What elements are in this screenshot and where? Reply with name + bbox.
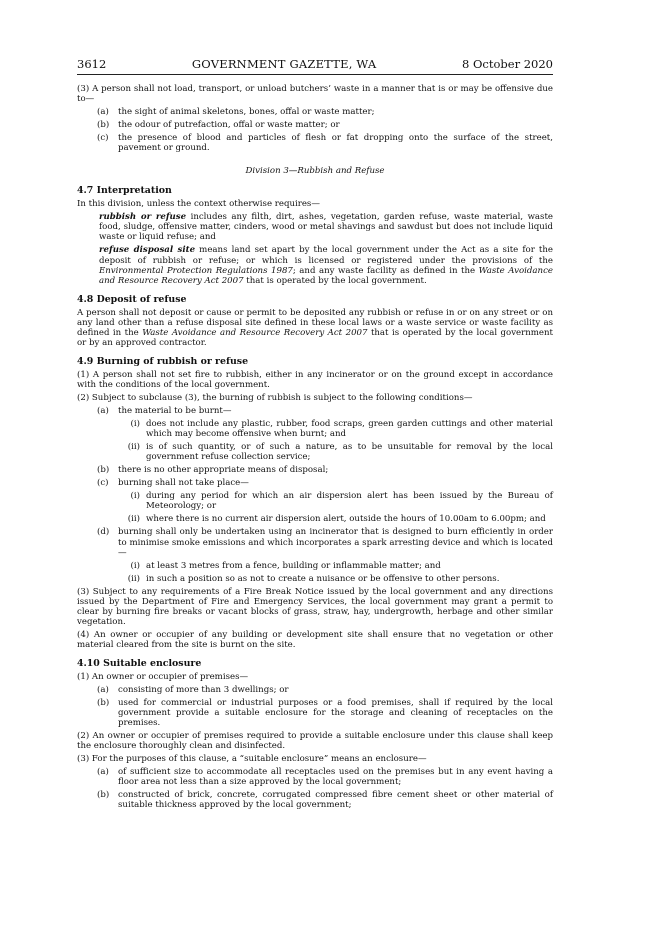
list-item: (c) the presence of blood and particles of flesh or fat dropping onto the surface of the street, pavement or ground. <box>97 133 553 154</box>
page-number: 3612 <box>77 57 107 71</box>
list-item: (i) during any period for which an air dispersion alert has been issued by the Bureau of Meteorology; or <box>130 491 553 512</box>
list-item: (a) the material to be burnt— <box>97 405 232 416</box>
list-item: (ii) in such a position so as not to create a nuisance or be offensive to other persons. <box>127 573 500 584</box>
section-heading: 4.8 Deposit of refuse <box>77 293 187 305</box>
list-item: (a) the sight of animal skeletons, bones, offal or waste matter; <box>97 107 375 118</box>
list-item: (b) constructed of brick, concrete, corrugated compressed fibre cement sheet or other material of suitable thickness approved by the local government; <box>97 790 553 811</box>
section-heading: 4.9 Burning of rubbish or refuse <box>77 355 249 367</box>
division-heading: Division 3—Rubbish and Refuse <box>245 166 385 177</box>
paragraph: (4) An owner or occupier of any building or development site shall ensure that no vegetation or other material cleared from the site is burnt on the site. <box>77 629 553 650</box>
paragraph: (2) Subject to subclause (3), the burning of rubbish is subject to the following conditions— <box>77 392 473 403</box>
gazette-title: GOVERNMENT GAZETTE, WA <box>191 57 377 71</box>
list-item: (d) burning shall only be undertaken using an incinerator that is designed to burn efficiently in order to minimise smoke emissions and which incorporates a spark arresting device and which is located— <box>97 527 553 558</box>
definition-refuse-site: refuse disposal site means land set apart by the local government under the Act as a site for the deposit of rubbish or refuse; or which is licensed or registered under the provisions of the Environmental Protection Regulations 1987; and any waste facility as defined in the Waste Avoidance and Resource Recovery Act 2007 that is operated by the local government. <box>99 245 554 286</box>
paragraph: (3) For the purposes of this clause, a “suitable enclosure” means an enclosure— <box>77 754 427 765</box>
section-heading: 4.10 Suitable enclosure <box>77 657 202 669</box>
list-item: (i) at least 3 metres from a fence, building or inflammable matter; and <box>130 560 441 571</box>
paragraph: In this division, unless the context otherwise requires— <box>77 199 320 210</box>
list-item: (a) consisting of more than 3 dwellings; or <box>97 685 289 696</box>
list-item: (b) used for commercial or industrial purposes or a food premises, shall if required by the local government provide a suitable enclosure for the storage and cleaning of receptacles on the premises. <box>97 698 553 729</box>
paragraph: A person shall not deposit or cause or permit to be deposited any rubbish or refuse in or on any street or on any land other than a refuse disposal site defined in these local laws or a waste service or waste facility as defined in the Waste Avoidance and Resource Recovery Act 2007 that is operated by the local government or by an approved contractor. <box>77 307 554 348</box>
list-item: (ii) is of such quantity, or of such a nature, as to be unsuitable for removal by the local government refuse collection service; <box>127 442 553 463</box>
list-item: (ii) where there is no current air dispersion alert, outside the hours of 10.00am to 6.00pm; and <box>127 514 546 525</box>
paragraph: (2) An owner or occupier of premises required to provide a suitable enclosure under this clause shall keep the enclosure thoroughly clean and disinfected. <box>77 731 553 752</box>
list-item: (b) the odour of putrefaction, offal or waste matter; or <box>97 120 340 131</box>
paragraph: (3) Subject to any requirements of a Fire Break Notice issued by the local government and any directions issued by the Department of Fire and Emergency Services, the local government may grant a permit to clear by burning fire breaks or vacant blocks of grass, straw, hay, undergrowth, herbage and other similar vegetation. <box>77 586 553 627</box>
paragraph: (1) A person shall not set fire to rubbish, either in any incinerator or on the ground except in accordance with the conditions of the local government. <box>77 369 553 390</box>
page-header <box>77 57 553 75</box>
issue-date: 8 October 2020 <box>462 57 553 71</box>
list-item: (a) of sufficient size to accommodate all receptacles used on the premises but in any event having a floor area not less than a size approved by the local government; <box>97 767 553 788</box>
gazette-page <box>77 57 553 811</box>
subclause-3-intro: (3) A person shall not load, transport, or unload butchers’ waste in a manner that is or may be offensive due to— <box>77 84 553 105</box>
section-heading: 4.7 Interpretation <box>77 185 172 197</box>
list-item: (i) does not include any plastic, rubber, food scraps, green garden cuttings and other material which may become offensive when burnt; and <box>130 419 553 440</box>
list-item: (b) there is no other appropriate means of disposal; <box>97 465 329 476</box>
definition-rubbish: rubbish or refuse includes any filth, dirt, ashes, vegetation, garden refuse, waste material, waste food, sludge, offensive matter, cinders, wood or metal shavings and sawdust but does not include liquid waste or liquid refuse; and <box>99 212 553 243</box>
paragraph: (1) An owner or occupier of premises— <box>77 671 249 682</box>
list-item: (c) burning shall not take place— <box>97 478 249 489</box>
